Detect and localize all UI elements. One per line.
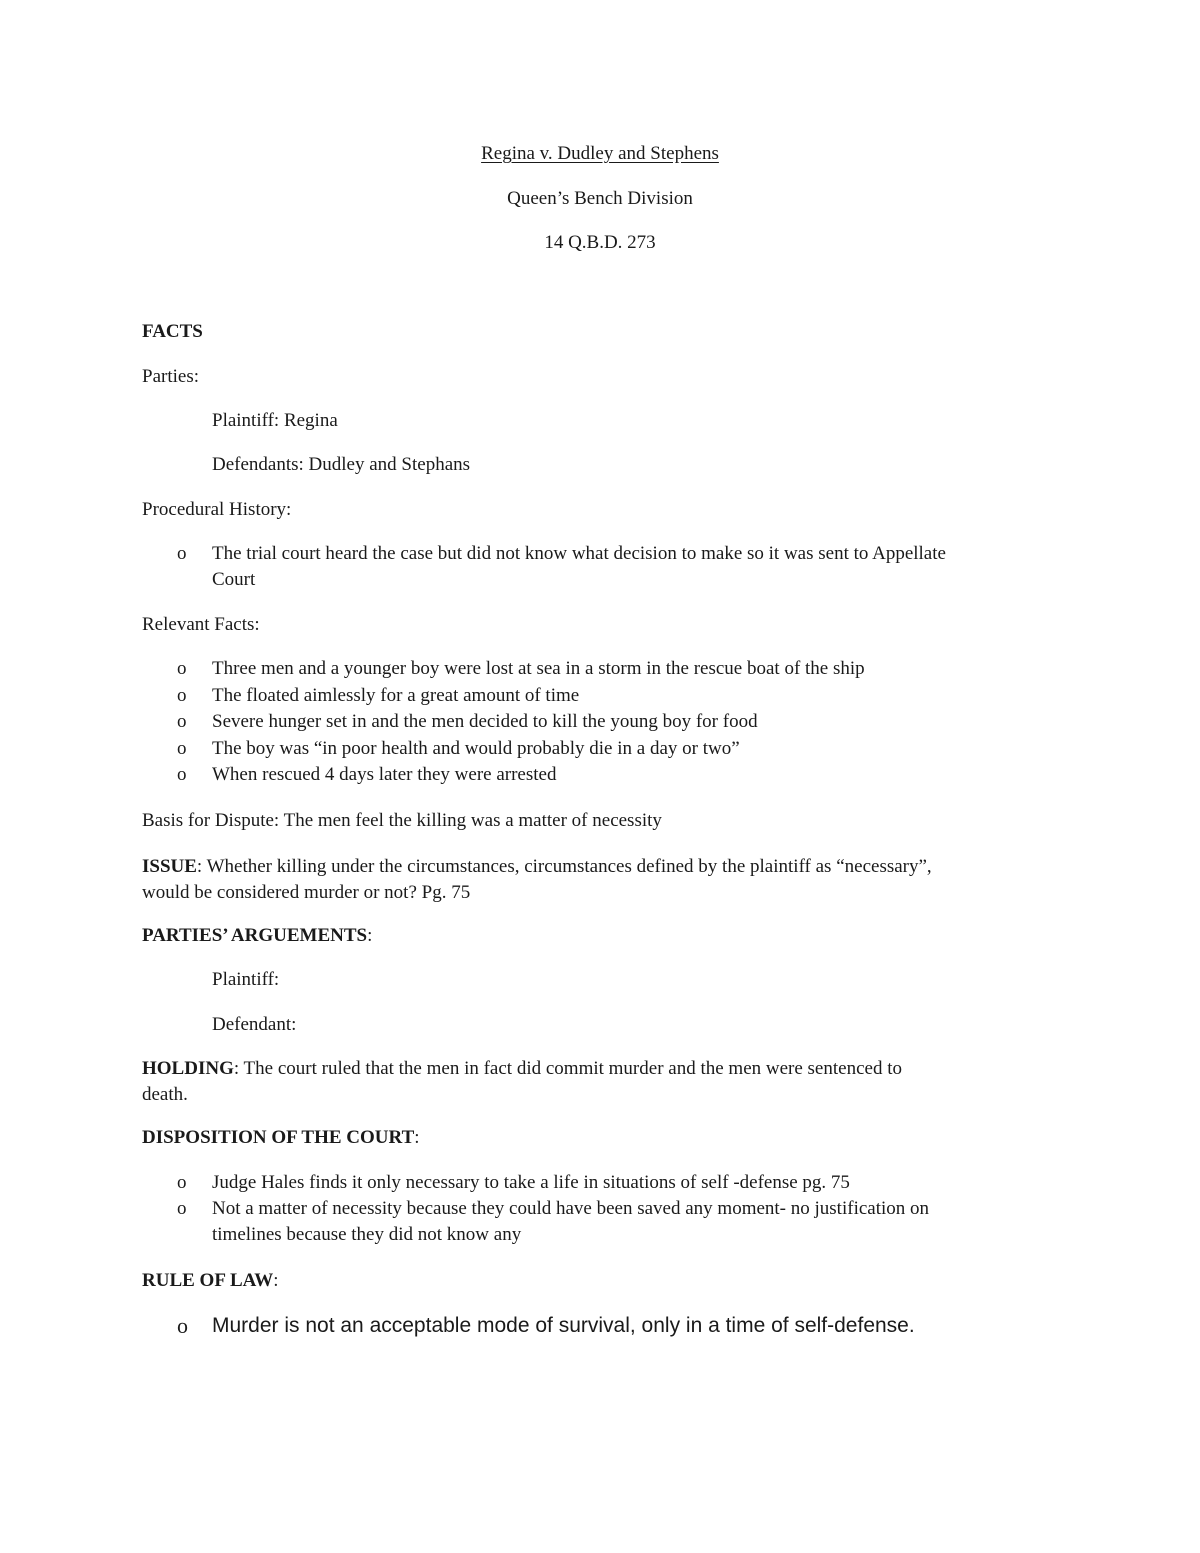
issue-line-1	[142, 854, 932, 880]
rule-item: Murder is not an acceptable mode of survival, only in a time of self-defense.	[212, 1314, 915, 1337]
defendants-line: Defendants: Dudley and Stephans	[212, 454, 471, 475]
bullet-icon: o	[177, 1313, 188, 1338]
bullet-icon: o	[177, 1198, 187, 1219]
rule-heading-line	[142, 1268, 279, 1294]
bullet-icon: o	[177, 658, 187, 679]
facts-heading: FACTS	[142, 321, 203, 342]
parties-label: Parties:	[142, 366, 199, 387]
bullet-icon: o	[177, 738, 187, 759]
arguments-colon: :	[367, 925, 373, 946]
issue-heading: ISSUE	[142, 856, 197, 877]
disposition-colon: :	[414, 1127, 420, 1148]
arguments-heading-line	[142, 923, 372, 949]
rule-heading: RULE OF LAW	[142, 1270, 274, 1291]
disposition-item: timelines because they did not know any	[212, 1224, 522, 1245]
procedural-item-line: Court	[212, 569, 256, 590]
relevant-fact-item: Severe hunger set in and the men decided to kill the young boy for food	[212, 711, 758, 732]
plaintiff-line: Plaintiff: Regina	[212, 410, 338, 431]
relevant-fact-item: The boy was “in poor health and would probably die in a day or two”	[212, 738, 740, 759]
disposition-item: Not a matter of necessity because they could have been saved any moment- no justification on	[212, 1198, 930, 1219]
bullet-icon: o	[177, 685, 187, 706]
relevant-fact-item: Three men and a younger boy were lost at sea in a storm in the rescue boat of the ship	[212, 658, 865, 679]
disposition-item: Judge Hales finds it only necessary to take a life in situations of self -defense pg. 75	[212, 1172, 850, 1193]
disposition-heading: DISPOSITION OF THE COURT	[142, 1127, 415, 1148]
issue-line-2: would be considered murder or not? Pg. 75	[142, 882, 471, 903]
holding-line-1	[142, 1056, 902, 1082]
holding-line-2: death.	[142, 1084, 188, 1105]
relevant-facts-label: Relevant Facts:	[142, 614, 260, 635]
arguments-defendant: Defendant:	[212, 1014, 297, 1035]
issue-text: : Whether killing under the circumstances, circumstances defined by the plaintiff as “necessary”,	[196, 856, 932, 877]
court-name: Queen’s Bench Division	[507, 188, 693, 209]
relevant-fact-item: When rescued 4 days later they were arrested	[212, 764, 557, 785]
arguments-plaintiff: Plaintiff:	[212, 969, 280, 990]
bullet-icon: o	[177, 764, 187, 785]
bullet-icon: o	[177, 711, 187, 732]
procedural-history-label: Procedural History:	[142, 499, 292, 520]
relevant-fact-item: The floated aimlessly for a great amount of time	[212, 685, 580, 706]
rule-colon: :	[273, 1270, 279, 1291]
bullet-icon: o	[177, 543, 187, 564]
holding-text: : The court ruled that the men in fact did commit murder and the men were sentenced to	[233, 1058, 902, 1079]
bullet-icon: o	[177, 1172, 187, 1193]
disposition-heading-line	[142, 1125, 420, 1151]
holding-heading: HOLDING	[142, 1058, 234, 1079]
procedural-item-line: The trial court heard the case but did not know what decision to make so it was sent to Appellate	[212, 543, 946, 564]
case-title: Regina v. Dudley and Stephens	[481, 143, 719, 164]
arguments-heading: PARTIES’ ARGUEMENTS	[142, 925, 368, 946]
citation: 14 Q.B.D. 273	[544, 232, 656, 253]
basis-for-dispute: Basis for Dispute: The men feel the killing was a matter of necessity	[142, 810, 662, 831]
